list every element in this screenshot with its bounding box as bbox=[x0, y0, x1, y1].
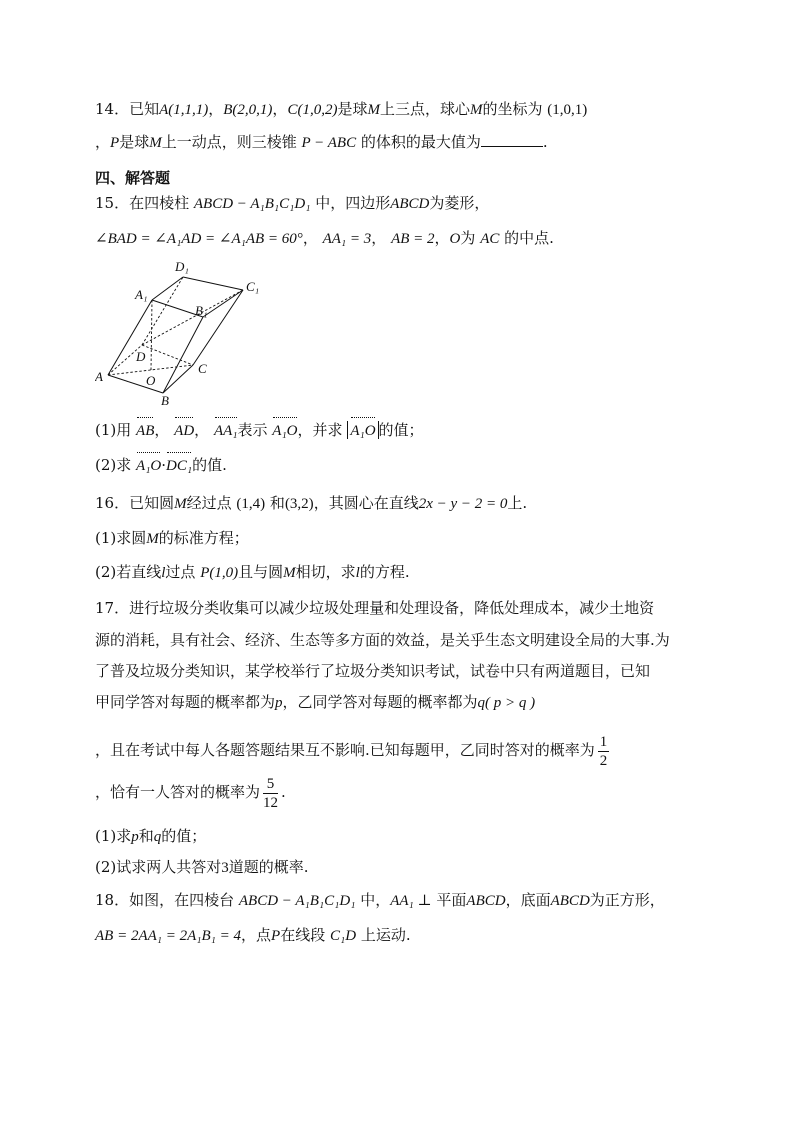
number: 3 bbox=[221, 860, 229, 876]
edge-dd1-line bbox=[142, 277, 183, 345]
fraction-one-half bbox=[598, 733, 610, 770]
q16-sub2 bbox=[95, 562, 705, 583]
text: 甲同学答对每题的概率都为 bbox=[95, 693, 276, 711]
fraction-five-twelfths bbox=[263, 775, 278, 812]
text: (2)求 bbox=[95, 456, 132, 474]
text: 是球 bbox=[337, 100, 368, 118]
segment-ac: AC bbox=[480, 231, 500, 247]
q17-line5 bbox=[95, 730, 705, 770]
perpendicular-relation: AA₁ ⊥ bbox=[390, 893, 432, 909]
var-m: M bbox=[149, 135, 162, 151]
numerator: 1 bbox=[599, 733, 608, 750]
text: ，其圆心在直线 bbox=[313, 494, 419, 512]
text: ， bbox=[208, 100, 224, 118]
text: ，点 bbox=[241, 926, 272, 944]
q17-line6 bbox=[95, 772, 705, 812]
edge-b1c1-line bbox=[203, 290, 243, 317]
var-l: l bbox=[161, 565, 166, 581]
text: . bbox=[542, 133, 548, 151]
text: (1)求 bbox=[95, 827, 132, 845]
text: 14．已知 bbox=[95, 100, 160, 118]
text: 的坐标为 bbox=[482, 100, 543, 118]
hidden-edges bbox=[108, 277, 243, 375]
text: 上运动. bbox=[360, 926, 411, 944]
edge-bb1-line bbox=[163, 317, 203, 393]
q17-line1: 17．进行垃圾分类收集可以减少垃圾处理量和处理设备，降低处理成本，减少土地资 bbox=[95, 599, 655, 617]
text: 上. bbox=[507, 494, 528, 512]
q15-line2 bbox=[95, 228, 705, 249]
edge-dc-line bbox=[142, 345, 193, 365]
quad-name: ABCD bbox=[390, 196, 430, 212]
q16-sub1 bbox=[95, 528, 705, 549]
base-name: ABCD bbox=[550, 893, 590, 909]
point-p: P bbox=[271, 928, 281, 944]
edge-aa1-line bbox=[108, 300, 152, 375]
prism-name: ABCD − A₁B₁C₁D₁ bbox=[193, 196, 311, 212]
text: 中，四边形 bbox=[315, 194, 391, 212]
text: 过点 bbox=[165, 563, 196, 581]
q14-line1 bbox=[95, 99, 705, 120]
point-1: (1,4) bbox=[236, 496, 266, 512]
segment-a1o-line bbox=[151, 300, 152, 370]
var-q: q bbox=[153, 829, 162, 845]
text: 相切，求 bbox=[295, 563, 356, 581]
text: (1)用 bbox=[95, 421, 132, 439]
text: 的值； bbox=[378, 421, 424, 439]
text: ， bbox=[272, 100, 288, 118]
q15-line1 bbox=[95, 193, 705, 214]
length-relation: AB = 2AA₁ = 2A₁B₁ = 4 bbox=[95, 928, 241, 944]
vector-ab: AB bbox=[136, 423, 155, 439]
q17-sub1 bbox=[95, 826, 705, 847]
text: 表示 bbox=[237, 421, 268, 439]
q18-line1 bbox=[95, 890, 705, 911]
vector-a1o: A₁O bbox=[136, 458, 162, 474]
edge-ab: AB = 2 bbox=[391, 231, 435, 247]
label-d1: D₁ bbox=[175, 259, 189, 274]
angle-conditions: ∠BAD = ∠A₁AD = ∠A₁AB = 60° bbox=[95, 231, 303, 247]
var-p: p bbox=[275, 695, 283, 711]
var-m: M bbox=[469, 102, 483, 118]
text: 和 bbox=[269, 494, 285, 512]
label-o: O bbox=[146, 373, 156, 388]
edge-cc1-line bbox=[193, 290, 243, 365]
text: 上一动点，则三棱锥 bbox=[161, 133, 297, 151]
text: 的中点. bbox=[504, 229, 554, 247]
point-2: (3,2) bbox=[284, 496, 314, 512]
text: ，恰有一人答对的概率为 bbox=[95, 783, 261, 801]
edge-d1c1-line bbox=[183, 277, 243, 290]
var-l: l bbox=[355, 565, 360, 581]
prism-figure bbox=[95, 255, 275, 405]
text: 中， bbox=[360, 891, 391, 909]
edge-bc-line bbox=[163, 365, 193, 393]
text: 15．在四棱柱 bbox=[95, 194, 190, 212]
text: ， bbox=[434, 229, 450, 247]
center-coordinates: (1,0,1) bbox=[547, 102, 588, 118]
label-a: A bbox=[95, 369, 103, 384]
text: ， bbox=[95, 133, 111, 151]
text: ， bbox=[371, 229, 387, 247]
condition: ( p > q ) bbox=[485, 695, 536, 711]
var-p: p bbox=[131, 829, 139, 845]
text: 的值. bbox=[192, 456, 227, 474]
var-m: M bbox=[283, 565, 296, 581]
edge-a1d1-line bbox=[152, 277, 183, 300]
text: 的体积的最大值为 bbox=[360, 133, 481, 151]
pyramid-name: P − ABC bbox=[301, 135, 357, 151]
text: ，底面 bbox=[505, 891, 551, 909]
vector-ad: AD bbox=[174, 423, 195, 439]
q17-line3: 了普及垃圾分类知识，某学校举行了垃圾分类知识考试，试卷中只有两道题目，已知 bbox=[95, 662, 651, 680]
vector-a1o: A₁O bbox=[350, 423, 376, 439]
segment-c1d: C₁D bbox=[329, 928, 357, 944]
denominator: 2 bbox=[599, 752, 608, 769]
text: ， bbox=[302, 229, 318, 247]
var-q: q bbox=[477, 695, 486, 711]
var-m: M bbox=[367, 102, 380, 118]
text: 是球 bbox=[119, 133, 150, 151]
point-a: A(1,1,1) bbox=[159, 102, 209, 118]
q17-sub2 bbox=[95, 857, 705, 878]
var-p: P bbox=[110, 135, 120, 151]
point-b: B(2,0,1) bbox=[223, 102, 273, 118]
answer-blank[interactable] bbox=[481, 132, 543, 147]
q17-line2: 源的消耗，具有社会、经济、生态等多方面的效益，是关乎生态文明建设全局的大事.为 bbox=[95, 631, 670, 649]
magnitude-bars bbox=[347, 421, 378, 439]
plane-name: ABCD bbox=[466, 893, 506, 909]
line-equation: 2x − y − 2 = 0 bbox=[418, 496, 508, 512]
vector-a1o: A₁O bbox=[272, 423, 298, 439]
label-c: C bbox=[198, 361, 207, 376]
text: (1)求圆 bbox=[95, 529, 147, 547]
text: 在线段 bbox=[280, 926, 326, 944]
label-c1: C₁ bbox=[246, 279, 260, 294]
text: ，乙同学答对每题的概率都为 bbox=[282, 693, 478, 711]
q15-sub1 bbox=[95, 420, 705, 441]
text: (2)若直线 bbox=[95, 563, 162, 581]
q16-line1 bbox=[95, 493, 705, 514]
var-m: M bbox=[146, 531, 159, 547]
q18-line2 bbox=[95, 925, 705, 946]
text: . bbox=[281, 783, 286, 801]
section-title: 四、解答题 bbox=[95, 169, 171, 187]
text: 为 bbox=[460, 229, 476, 247]
point-c: C(1,0,2) bbox=[287, 102, 338, 118]
text: ， bbox=[194, 421, 210, 439]
text: 且与圆 bbox=[238, 563, 284, 581]
text: 的方程. bbox=[359, 563, 410, 581]
label-a1: A₁ bbox=[135, 287, 148, 302]
q17-line4 bbox=[95, 692, 705, 713]
text: ， bbox=[154, 421, 170, 439]
label-d: D bbox=[136, 349, 146, 364]
vector-dc1: DC₁ bbox=[166, 458, 193, 474]
text: 经过点 bbox=[186, 494, 232, 512]
text: 平面 bbox=[436, 891, 467, 909]
vector-aa1: AA₁ bbox=[213, 423, 238, 439]
text: 18．如图，在四棱台 bbox=[95, 891, 235, 909]
edge-aa1: AA₁ = 3 bbox=[322, 231, 372, 247]
text: 为正方形， bbox=[589, 891, 665, 909]
dot-operator: · bbox=[161, 456, 167, 474]
text: 的值； bbox=[161, 827, 207, 845]
var-m: M bbox=[174, 496, 187, 512]
text: 为菱形， bbox=[429, 194, 490, 212]
label-b1: B₁ bbox=[195, 303, 208, 318]
frustum-name: ABCD − A₁B₁C₁D₁ bbox=[238, 893, 356, 909]
q14-line2 bbox=[95, 132, 705, 153]
text: 的标准方程； bbox=[158, 529, 249, 547]
text: 16．已知圆 bbox=[95, 494, 175, 512]
text: 上三点，球心 bbox=[379, 100, 470, 118]
solid-edges bbox=[108, 277, 243, 393]
point-o: O bbox=[449, 231, 461, 247]
text: 道题的概率. bbox=[228, 858, 309, 876]
text: (2)试求两人共答对 bbox=[95, 858, 222, 876]
numerator: 5 bbox=[263, 775, 278, 794]
text: ，且在考试中每人各题答题结果互不影响.已知每题甲，乙同时答对的概率为 bbox=[95, 741, 595, 759]
text: ，并求 bbox=[297, 421, 343, 439]
label-b: B bbox=[161, 393, 169, 405]
q15-sub2 bbox=[95, 455, 705, 476]
text: 和 bbox=[138, 827, 154, 845]
point-p: P(1,0) bbox=[200, 565, 239, 581]
denominator: 12 bbox=[263, 794, 279, 811]
